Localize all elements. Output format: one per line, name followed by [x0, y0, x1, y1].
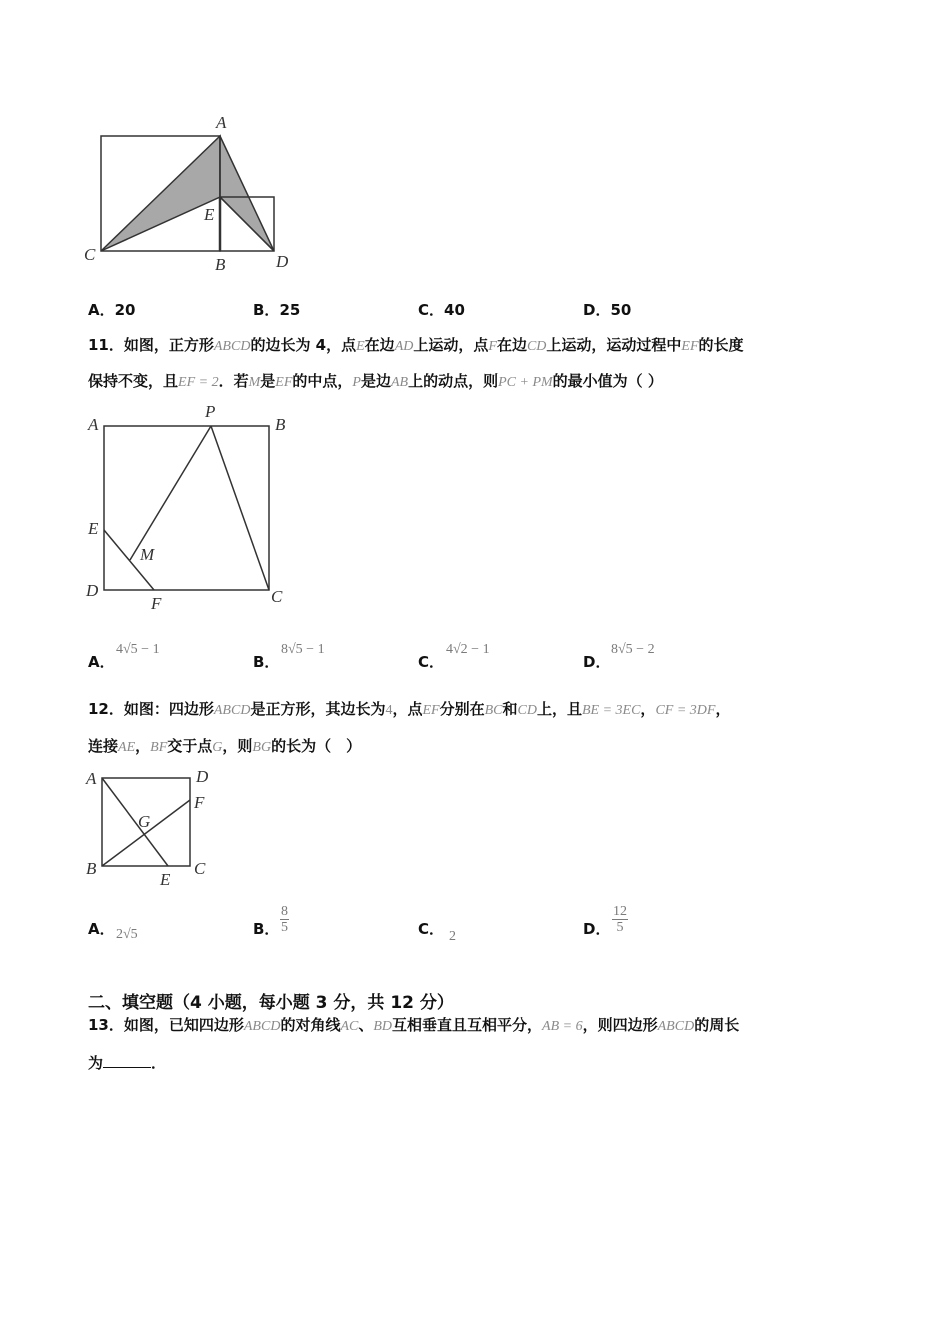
label-b: B — [275, 415, 286, 434]
label-e: E — [88, 519, 99, 538]
q12-figure — [80, 764, 230, 894]
line-pc — [211, 426, 269, 590]
label-a: A — [88, 415, 99, 434]
q12-option-b[interactable]: B． — [253, 920, 280, 938]
q10-option-b[interactable]: B．25 — [253, 301, 301, 319]
line-pm — [130, 426, 211, 560]
label-a: A — [216, 113, 227, 132]
q11-option-a[interactable]: A． — [88, 653, 115, 671]
q11-option-b-value: 8√5 − 1 — [281, 642, 325, 657]
q13-stem-line2: 为 ． — [88, 1054, 167, 1072]
q11-option-b[interactable]: B． — [253, 653, 280, 671]
label-d: D — [196, 767, 209, 786]
q11-stem-line2: 保持不变，且EF = 2．若M是EF的中点，P是边AB上的动点，则PC + PM的最小值为（ ） — [88, 372, 663, 390]
q11-option-a-value: 4√5 − 1 — [116, 642, 160, 657]
q12-option-c-value: 2 — [449, 929, 456, 944]
section-2-heading: 二、填空题（4 小题，每小题 3 分，共 12 分） — [88, 993, 454, 1013]
label-m: M — [140, 545, 155, 564]
q12-option-a[interactable]: A． — [88, 920, 115, 938]
label-b: B — [215, 255, 226, 274]
label-f: F — [194, 793, 205, 812]
q10-figure — [80, 110, 310, 280]
label-g: G — [138, 812, 151, 831]
label-b: B — [86, 859, 97, 878]
q12-option-b-value: $\frac{8}{5}$ — [281, 904, 288, 935]
q12-stem-line1: 12．如图：四边形ABCD是正方形，其边长为4，点EF分别在BC和CD上，且BE = 3EC，CF = 3DF， — [88, 700, 731, 718]
q11-option-d[interactable]: D． — [583, 653, 611, 671]
q12-option-a-value: 2√5 — [116, 927, 138, 942]
q12-option-d[interactable]: D． — [583, 920, 611, 938]
label-e: E — [204, 205, 215, 224]
label-c: C — [84, 245, 96, 264]
square-abcd — [104, 426, 269, 590]
q10-option-c[interactable]: C．40 — [418, 301, 465, 319]
q11-option-d-value: 8√5 − 2 — [611, 642, 655, 657]
shaded-triangle-ace — [101, 136, 220, 251]
label-d: D — [86, 581, 99, 600]
answer-blank[interactable] — [103, 1053, 151, 1068]
line-ae — [102, 778, 168, 866]
q12-option-c[interactable]: C． — [418, 920, 445, 938]
line-bf — [102, 800, 190, 866]
q12-stem-line2: 连接AE，BF交于点G，则BG的长为（ ） — [88, 737, 362, 755]
label-p: P — [205, 402, 216, 421]
q11-option-c[interactable]: C． — [418, 653, 445, 671]
label-d: D — [276, 252, 289, 271]
q13-stem-line1: 13．如图，已知四边形ABCD的对角线AC、BD互相垂直且互相平分，AB = 6，则四边形ABCD的周长 — [88, 1016, 740, 1034]
label-f: F — [151, 594, 162, 613]
label-c: C — [271, 587, 283, 606]
q10-option-d[interactable]: D．50 — [583, 301, 632, 319]
label-c: C — [194, 859, 206, 878]
shaded-triangle-aed — [220, 136, 274, 251]
q11-figure — [80, 400, 300, 615]
q12-option-d-value: $\frac{12}{5}$ — [613, 904, 627, 935]
label-a: A — [86, 769, 97, 788]
q11-option-c-value: 4√2 − 1 — [446, 642, 490, 657]
q10-option-a[interactable]: A．20 — [88, 301, 136, 319]
q11-stem-line1: 11．如图，正方形ABCD的边长为 4，点E在边AD上运动，点F在边CD上运动，运动过程中EF的长度 — [88, 336, 744, 354]
label-e: E — [160, 870, 171, 889]
